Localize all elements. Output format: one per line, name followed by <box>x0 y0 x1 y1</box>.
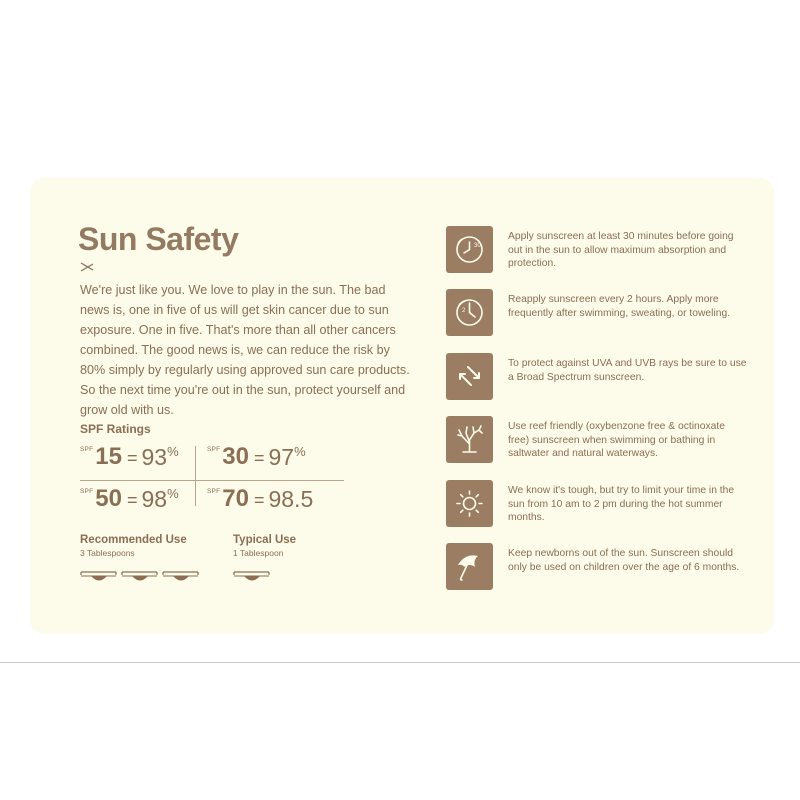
intro-paragraph: We're just like you. We love to play in the sun. The bad news is, one in five of us will get skin cancer due to sun exposure. One in five. That's more than all other cancers combined. The good news is, we can reduce the risk by 80% simply by regularly using approved sun care products. So the next time you're out in the sun, protect yourself and grow old with us. <box>80 283 410 417</box>
spf-rating-50 <box>80 486 179 514</box>
coral-icon <box>446 416 493 463</box>
typical-use <box>233 534 296 558</box>
recommended-use-title: Recommended Use <box>80 534 187 546</box>
tip-text: Use reef friendly (oxybenzone free & octinoxate free) sunscreen when swimming or bathing in saltwater and natural waterways. <box>508 421 725 459</box>
tip-text: Reapply sunscreen every 2 hours. Apply more frequently after swimming, sweating, or toweling. <box>508 294 731 319</box>
equals-sign: = <box>253 490 265 510</box>
protection-value: 98 <box>141 486 168 512</box>
spf-value: 50 <box>95 485 122 512</box>
bottom-divider <box>0 662 800 663</box>
tablespoon-icon <box>162 570 199 586</box>
svg-text:30: 30 <box>474 243 481 249</box>
spf-divider-vertical <box>195 446 196 506</box>
tip-apply-early <box>446 226 756 274</box>
clock-2-hours-icon <box>446 289 493 336</box>
spf-prefix: SPF <box>80 488 94 495</box>
tip-reef-friendly <box>446 416 756 464</box>
equals-sign: = <box>126 448 138 468</box>
tip-newborns <box>446 543 756 591</box>
spf-divider-horizontal <box>80 480 344 481</box>
page-title: Sun Safety <box>78 221 239 257</box>
tablespoon-icon <box>121 570 158 586</box>
typical-use-title: Typical Use <box>233 534 297 546</box>
spf-prefix: SPF <box>207 446 221 453</box>
tip-broad-spectrum <box>446 353 756 401</box>
crossed-lines-icon <box>80 261 94 273</box>
tip-text: We know it's tough, but try to limit your time in the sun from 10 am to 2 pm during the hot summer months. <box>508 485 735 523</box>
protection-value: 97 <box>268 444 295 470</box>
typical-use-amount: 1 Tablespoon <box>233 548 284 558</box>
percent-sign: % <box>167 486 179 501</box>
clock-30-icon <box>446 226 493 273</box>
spf-value: 70 <box>222 485 249 512</box>
typical-spoons <box>233 570 270 586</box>
recommended-use-amount: 3 Tablespoons <box>80 548 135 558</box>
tip-limit-time <box>446 480 756 528</box>
spf-ratings-heading: SPF Ratings <box>80 422 151 436</box>
spf-prefix: SPF <box>80 446 94 453</box>
tablespoon-icon <box>80 570 117 586</box>
tip-text: Apply sunscreen at least 30 minutes before going out in the sun to allow maximum absorption and protection. <box>508 231 734 269</box>
spf-prefix: SPF <box>207 488 221 495</box>
tip-reapply <box>446 289 756 337</box>
spf-value: 30 <box>222 443 249 470</box>
sun-icon <box>446 480 493 527</box>
recommended-spoons <box>80 570 199 586</box>
tip-text: Keep newborns out of the sun. Sunscreen should only be used on children over the age of 6 months. <box>508 548 740 573</box>
percent-sign: % <box>294 444 306 459</box>
spf-ratings-grid <box>80 444 340 514</box>
sun-safety-card <box>30 178 774 634</box>
tip-text: To protect against UVA and UVB rays be sure to use a Broad Spectrum sunscreen. <box>508 358 747 383</box>
spf-rating-15 <box>80 444 179 472</box>
broad-spectrum-arrows-icon <box>446 353 493 400</box>
equals-sign: = <box>126 490 138 510</box>
svg-text:2: 2 <box>462 308 466 314</box>
recommended-use <box>80 534 187 558</box>
protection-value: 93 <box>141 444 168 470</box>
spf-value: 15 <box>95 443 122 470</box>
tablespoon-icon <box>233 570 270 586</box>
protection-value: 98.5 <box>268 486 314 512</box>
spf-rating-30 <box>207 444 306 472</box>
percent-sign: % <box>167 444 179 459</box>
spf-rating-70 <box>207 486 313 514</box>
umbrella-icon <box>446 543 493 590</box>
equals-sign: = <box>253 448 265 468</box>
